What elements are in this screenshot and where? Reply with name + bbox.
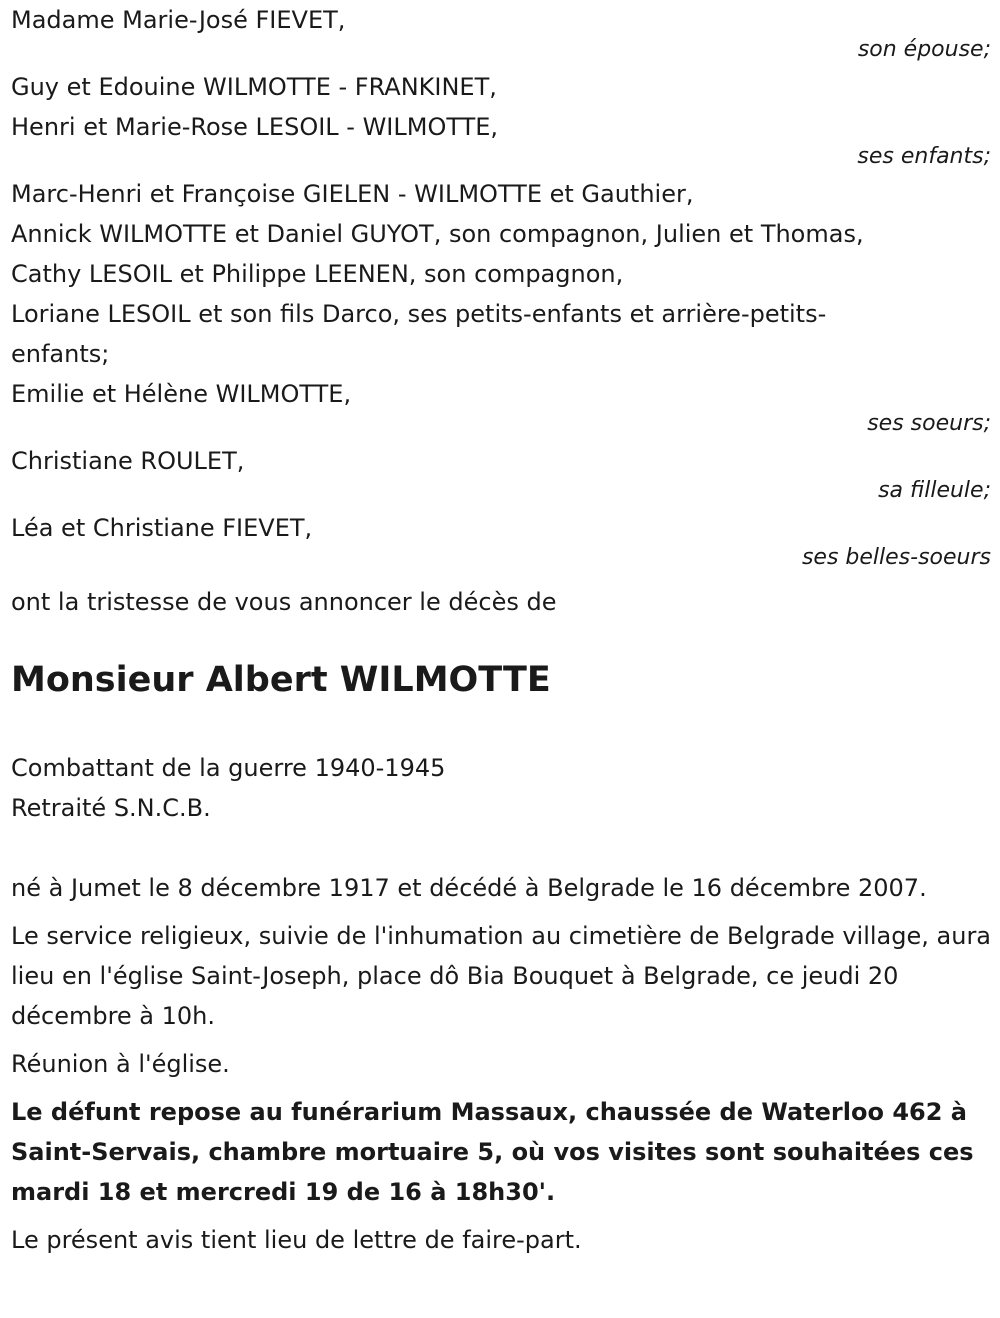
- family-group-children: [11, 67, 991, 171]
- family-name-line: Annick WILMOTTE et Daniel GUYOT, son compagnon, Julien et Thomas,: [11, 220, 864, 248]
- family-role: sa filleule;: [878, 478, 991, 503]
- family-group-spouse: [11, 0, 991, 64]
- family-group-goddaughter: [11, 441, 991, 505]
- family-group-sisters-in-law: [11, 508, 991, 572]
- family-name-line: Christiane ROULET,: [11, 447, 245, 475]
- birth-death-text: né à Jumet le 8 décembre 1917 et décédé à Belgrade le 16 décembre 2007.: [11, 874, 927, 902]
- deceased-name: Monsieur Albert WILMOTTE: [11, 660, 551, 700]
- family-role: son épouse;: [857, 37, 991, 62]
- funeral-home-text: Le défunt repose au funérarium Massaux, chaussée de Waterloo 462 à Saint-Servais, chambre mortuaire 5, où vos visites sont souhaitées ces mardi 18 et mercredi 19 de 16 à 18h30'.: [11, 1098, 974, 1206]
- service-text: Le service religieux, suivie de l'inhumation au cimetière de Belgrade village, aura lieu en l'église Saint-Joseph, place dô Bia Bouquet à Belgrade, ce jeudi 20 décembre à 10h.: [11, 922, 992, 1030]
- announcement-text: ont la tristesse de vous annoncer le décès de: [11, 588, 557, 616]
- family-name-line: Léa et Christiane FIEVET,: [11, 514, 313, 542]
- family-role: ses enfants;: [857, 144, 991, 169]
- family-role: ses soeurs;: [867, 411, 991, 436]
- family-group-grandchildren-sisters: [11, 174, 991, 438]
- family-name-line: Loriane LESOIL et son fils Darco, ses petits-enfants et arrière-petits-: [11, 300, 827, 328]
- deceased-title-line: Combattant de la guerre 1940-1945: [11, 754, 446, 782]
- obituary-notice: [11, 0, 991, 1260]
- family-name-line: Cathy LESOIL et Philippe LEENEN, son compagnon,: [11, 260, 624, 288]
- family-name-line: Marc-Henri et Françoise GIELEN - WILMOTTE et Gauthier,: [11, 180, 694, 208]
- family-name-line: enfants;: [11, 340, 110, 368]
- family-name-line: Guy et Edouine WILMOTTE - FRANKINET,: [11, 73, 497, 101]
- meeting-text: Réunion à l'église.: [11, 1050, 230, 1078]
- family-name-line: Emilie et Hélène WILMOTTE,: [11, 380, 352, 408]
- closing-text: Le présent avis tient lieu de lettre de faire-part.: [11, 1226, 582, 1254]
- deceased-title-line: Retraité S.N.C.B.: [11, 794, 211, 822]
- family-role: ses belles-soeurs: [801, 545, 991, 570]
- family-name-line: Madame Marie-José FIEVET,: [11, 6, 346, 34]
- family-name-line: Henri et Marie-Rose LESOIL - WILMOTTE,: [11, 113, 499, 141]
